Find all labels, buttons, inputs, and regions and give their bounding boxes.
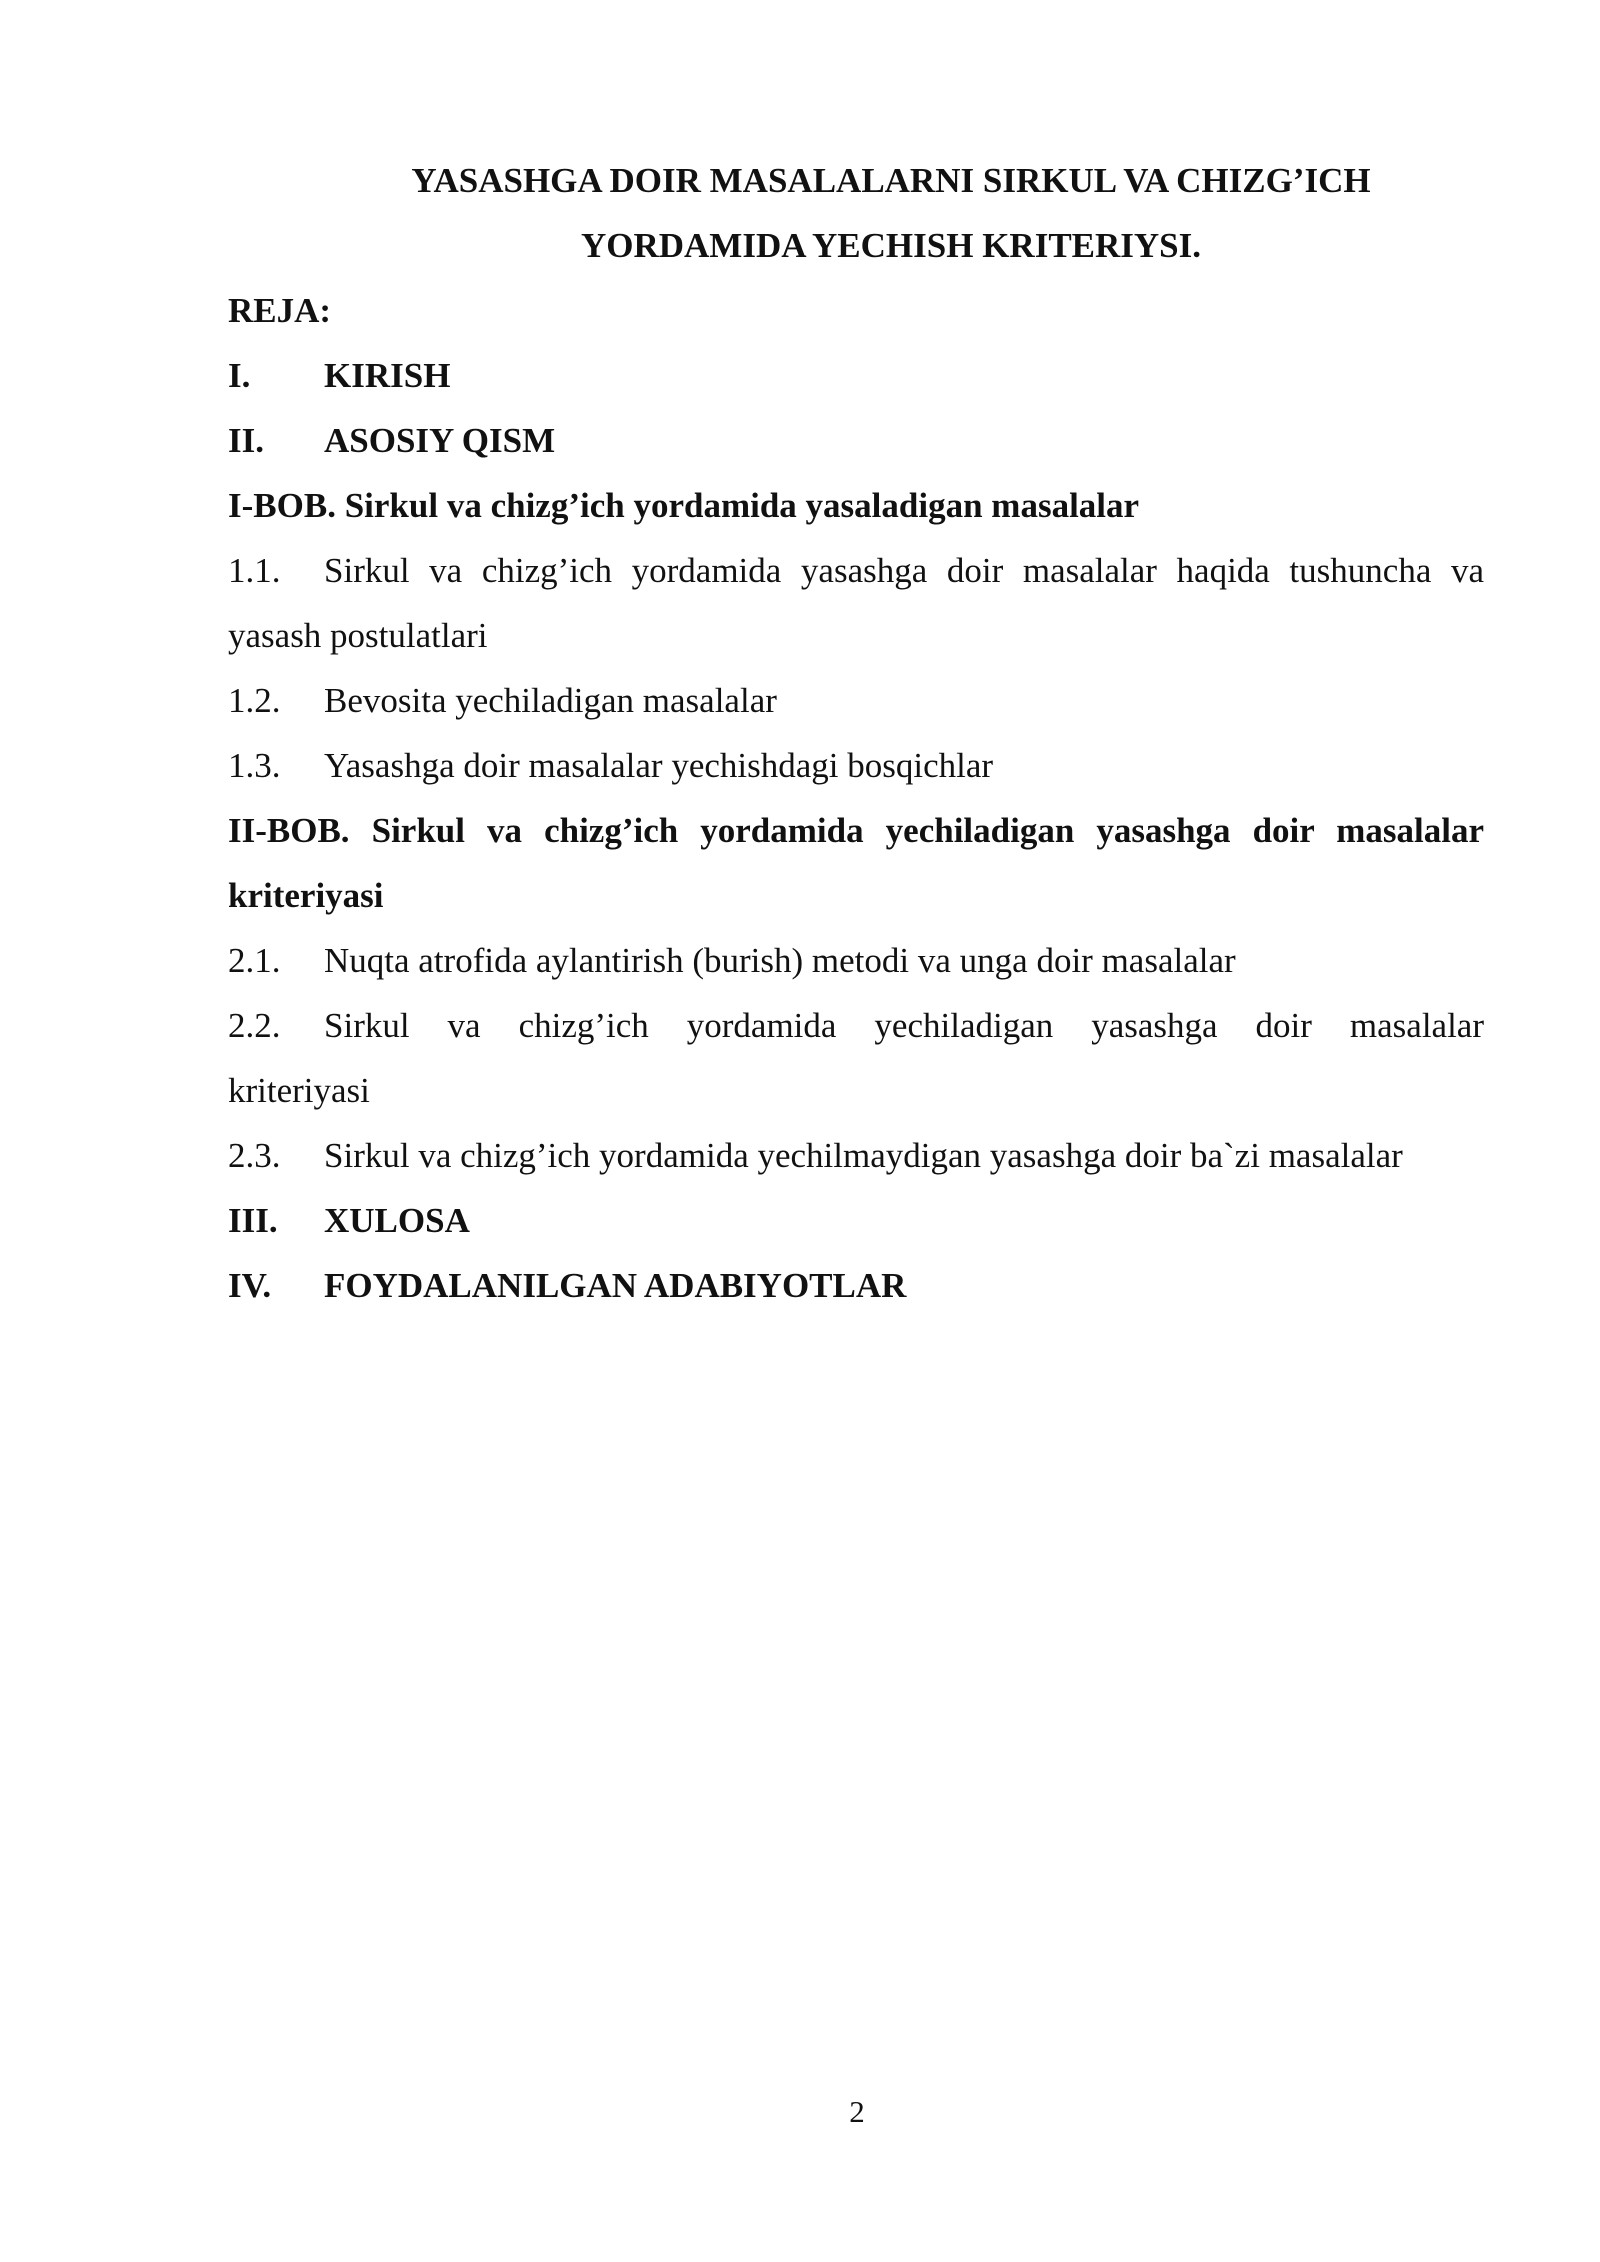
toc-item-text: Yasashga doir masalalar yechishdagi bosqichlar <box>324 746 994 785</box>
toc-item-2-1 <box>228 928 1484 993</box>
section-number: II. <box>228 421 264 460</box>
toc-item-number: 2.3. <box>228 1136 281 1175</box>
toc-item-text: Sirkul va chizg’ich yordamida yechilmaydigan yasashga doir ba`zi masalalar <box>324 1136 1403 1175</box>
section-kirish <box>228 343 1484 408</box>
toc-item-1-2 <box>228 668 1484 733</box>
section-number: IV. <box>228 1266 272 1305</box>
toc-item-number: 1.3. <box>228 746 281 785</box>
toc-item-text: Nuqta atrofida aylantirish (burish) metodi va unga doir masalalar <box>324 941 1236 980</box>
chapter-2-title-line-2: kriteriyasi <box>228 876 384 915</box>
chapter-2-title-line-1: II-BOB. Sirkul va chizg’ich yordamida yechiladigan yasashga doir masalalar <box>228 811 1484 850</box>
toc-item-text: Sirkul va chizg’ich yordamida yasashga doir masalalar haqida tushuncha va <box>324 551 1484 590</box>
section-asosiy-qism <box>228 408 1484 473</box>
toc-item-text: Bevosita yechiladigan masalalar <box>324 681 777 720</box>
page-number: 2 <box>849 2094 865 2129</box>
section-number: I. <box>228 356 251 395</box>
section-adabiyotlar <box>228 1253 1484 1318</box>
toc-item-number: 1.1. <box>228 551 281 590</box>
title-line-1: YASASHGA DOIR MASALALARNI SIRKUL VA CHIZG’ICH <box>411 161 1371 200</box>
section-text: ASOSIY QISM <box>324 421 556 460</box>
toc-item-1-3 <box>228 733 1484 798</box>
section-xulosa <box>228 1188 1484 1253</box>
section-number: III. <box>228 1201 278 1240</box>
document-title <box>298 148 1484 278</box>
plan-label: REJA: <box>228 291 332 330</box>
toc-item-continuation: kriteriyasi <box>228 1071 370 1110</box>
section-text: XULOSA <box>324 1201 470 1240</box>
toc-item-number: 2.1. <box>228 941 281 980</box>
toc-item-2-3 <box>228 1123 1484 1188</box>
toc-item-1-1 <box>228 538 1484 603</box>
toc-item-number: 1.2. <box>228 681 281 720</box>
document-body <box>228 148 1484 1318</box>
toc-item-number: 2.2. <box>228 1006 281 1045</box>
toc-item-continuation: yasash postulatlari <box>228 616 488 655</box>
toc-item-2-2 <box>228 993 1484 1058</box>
toc-item-text: Sirkul va chizg’ich yordamida yechiladigan yasashga doir masalalar <box>324 1006 1484 1045</box>
section-text: FOYDALANILGAN ADABIYOTLAR <box>324 1266 907 1305</box>
section-text: KIRISH <box>324 356 451 395</box>
chapter-1-title: I-BOB. Sirkul va chizg’ich yordamida yasaladigan masalalar <box>228 486 1140 525</box>
title-line-2: YORDAMIDA YECHISH KRITERIYSI. <box>580 226 1202 265</box>
